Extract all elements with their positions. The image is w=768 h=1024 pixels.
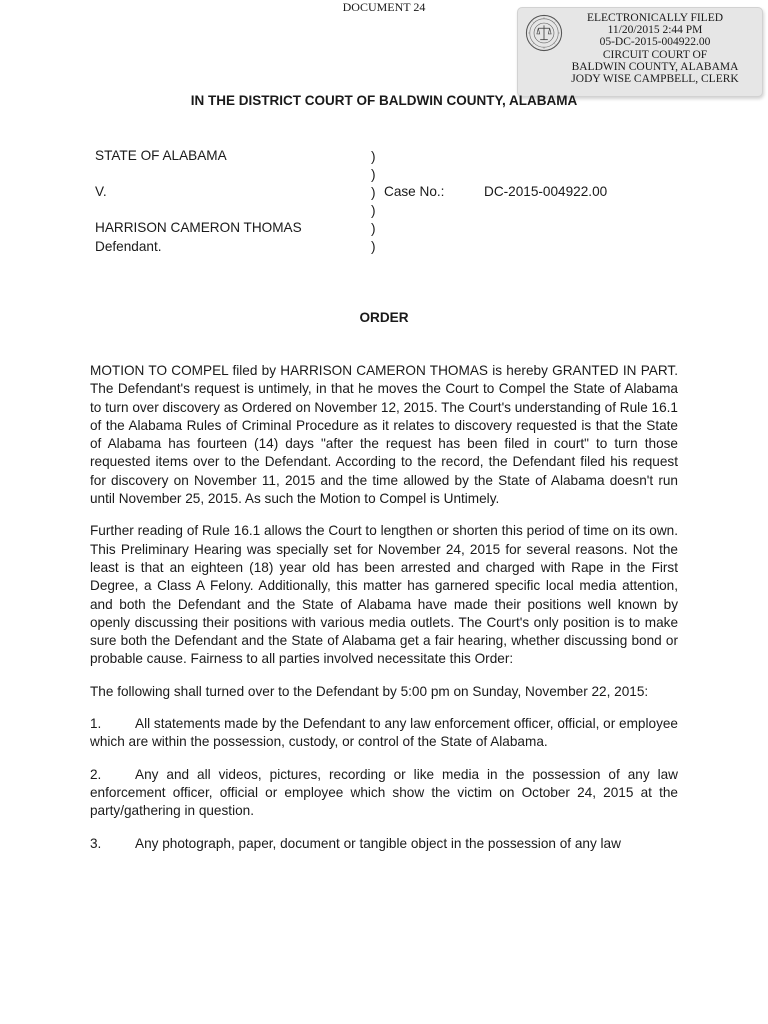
caption-paren: ) [371,203,376,218]
list-item-number: 3. [90,835,102,851]
caption-paren: ) [371,221,376,236]
caption-paren: ) [371,185,376,200]
list-item-text: Any and all videos, pictures, recording or like media in the possession of any law enforcement officer, official or employee which show the victim on October 24, 2015 at the party/gathering in question. [90,766,678,819]
plaintiff-name: STATE OF ALABAMA [95,148,227,163]
stamp-clerk: JODY WISE CAMPBELL, CLERK [571,73,739,86]
order-title: ORDER [359,310,409,325]
list-item [90,835,678,853]
defendant-label: Defendant. [95,239,162,254]
stamp-county: BALDWIN COUNTY, ALABAMA [571,60,739,73]
defendant-name: HARRISON CAMERON THOMAS [95,220,302,235]
caption-paren: ) [371,167,376,182]
stamp-court: CIRCUIT COURT OF [602,48,708,61]
versus-label: V. [95,184,107,199]
electronic-filing-stamp [517,7,763,97]
order-body [90,362,678,867]
list-item [90,766,678,821]
court-title: IN THE DISTRICT COURT OF BALDWIN COUNTY, ALABAMA [190,93,578,108]
document-number: DOCUMENT 24 [342,0,426,14]
list-item-text: All statements made by the Defendant to any law enforcement officer, official, or employee which are within the possession, custody, or control of the State of Alabama. [90,716,678,750]
paragraph-rule-16-1: Further reading of Rule 16.1 allows the Court to lengthen or shorten this period of time on its own. This Preliminary Hearing was specially set for November 24, 2015 for several reasons. Not the least is that an eighteen (18) year old has been arrested and charged with Rape in the First Degree, a Class A Felony. Additionally, this matter has garnered specific local media attention, and both the Defendant and the State of Alabama have made their positions well known by openly discussing their positions with various media outlets. The Court's only position is to make sure both the Defendant and the State of Alabama get a fair hearing, whether discussing bond or probable cause. Fairness to all parties involved necessitate this Order: [90,523,678,667]
stamp-filed-label: ELECTRONICALLY FILED [586,12,724,24]
paragraph-motion-granted: MOTION TO COMPEL filed by HARRISON CAMERON THOMAS is hereby GRANTED IN PART. The Defendant's request is untimely, in that he moves the Court to Compel the State of Alabama to turn over discovery as Ordered on November 12, 2015. The Court's understanding of Rule 16.1 of the Alabama Rules of Criminal Procedure as it relates to discovery requested is that the State of Alabama has fourteen (14) days "after the request has been filed in court" to turn those requested items over to the Defendant. According to the record, the Defendant filed his request for discovery on November 11, 2015 and the time allowed by the State of Alabama doesn't run until November 25, 2015. As such the Motion to Compel is Untimely. [90,363,678,507]
case-number-value: DC-2015-004922.00 [484,184,608,199]
list-item-number: 1. [90,716,102,732]
stamp-case-number: 05-DC-2015-004922.00 [599,36,711,49]
paragraph-turnover-deadline: The following shall turned over to the Defendant by 5:00 pm on Sunday, November 22, 2015: [90,683,649,699]
case-number-label: Case No.: [384,184,445,199]
list-item-number: 2. [90,766,102,782]
caption-paren: ) [371,239,376,254]
stamp-text [548,12,762,85]
list-item [90,715,678,752]
list-item-text: Any photograph, paper, document or tangible object in the possession of any law [135,835,621,851]
caption-paren: ) [371,149,376,164]
stamp-filed-datetime: 11/20/2015 2:44 PM [607,24,703,37]
